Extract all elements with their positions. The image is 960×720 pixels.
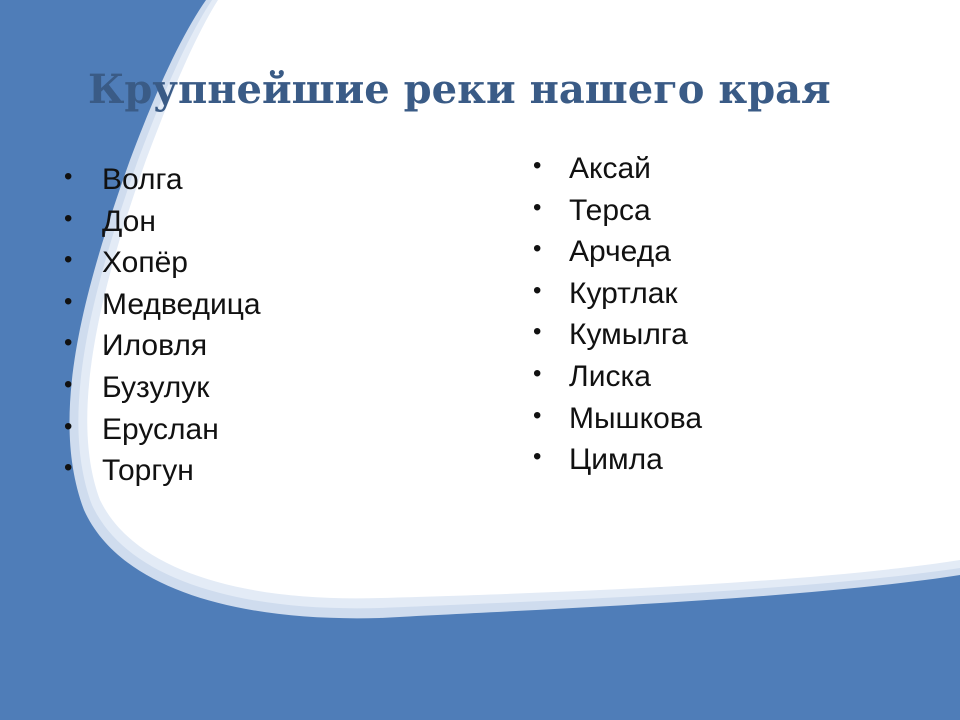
bullet-icon: •: [64, 246, 73, 274]
right-river-list: [531, 148, 702, 481]
list-item: [64, 450, 261, 492]
river-name: Кумылга: [569, 318, 688, 352]
bullet-icon: •: [533, 276, 542, 304]
bullet-icon: •: [533, 443, 542, 471]
river-name: Торгун: [102, 454, 194, 488]
river-name: Мышкова: [569, 401, 703, 435]
river-name: Дон: [102, 204, 156, 238]
bullet-icon: •: [533, 318, 542, 346]
bullet-icon: •: [64, 412, 73, 440]
list-item: [64, 159, 261, 201]
list-item: [64, 409, 261, 451]
bullet-icon: •: [533, 359, 542, 387]
bullet-icon: •: [533, 193, 542, 221]
list-item: [64, 367, 261, 409]
river-name: Цимла: [569, 443, 663, 477]
list-item: [531, 231, 702, 273]
river-name: Хопёр: [102, 246, 188, 280]
river-name: Еруслан: [102, 412, 219, 446]
river-name: Аксай: [569, 152, 651, 185]
list-item: [531, 439, 702, 481]
river-name: Лиска: [569, 359, 651, 393]
river-name: Медведица: [102, 287, 261, 321]
river-name: Арчеда: [569, 235, 671, 269]
list-item: [64, 284, 261, 326]
river-name: Бузулук: [102, 370, 210, 404]
list-item: [64, 242, 261, 284]
bullet-icon: •: [64, 204, 73, 232]
list-item: [531, 273, 702, 315]
bullet-icon: •: [64, 329, 73, 357]
left-river-list: [64, 159, 261, 492]
list-item: [531, 356, 702, 398]
list-item: [64, 201, 261, 243]
river-name: Иловля: [102, 329, 208, 363]
bullet-icon: •: [64, 370, 73, 398]
river-name: Терса: [569, 193, 651, 227]
river-name: Куртлак: [569, 276, 678, 310]
bullet-icon: •: [64, 287, 73, 315]
river-name: Волга: [102, 163, 183, 196]
bullet-icon: •: [64, 454, 73, 482]
list-item: [64, 325, 261, 367]
bullet-icon: •: [533, 152, 542, 179]
bullet-icon: •: [533, 401, 542, 429]
bullet-icon: •: [64, 163, 73, 190]
list-item: [531, 398, 702, 440]
list-item: [531, 148, 702, 190]
list-item: [531, 190, 702, 232]
slide-title: Крупнейшие реки нашего края: [88, 66, 831, 113]
bullet-icon: •: [533, 235, 542, 263]
list-item: [531, 314, 702, 356]
